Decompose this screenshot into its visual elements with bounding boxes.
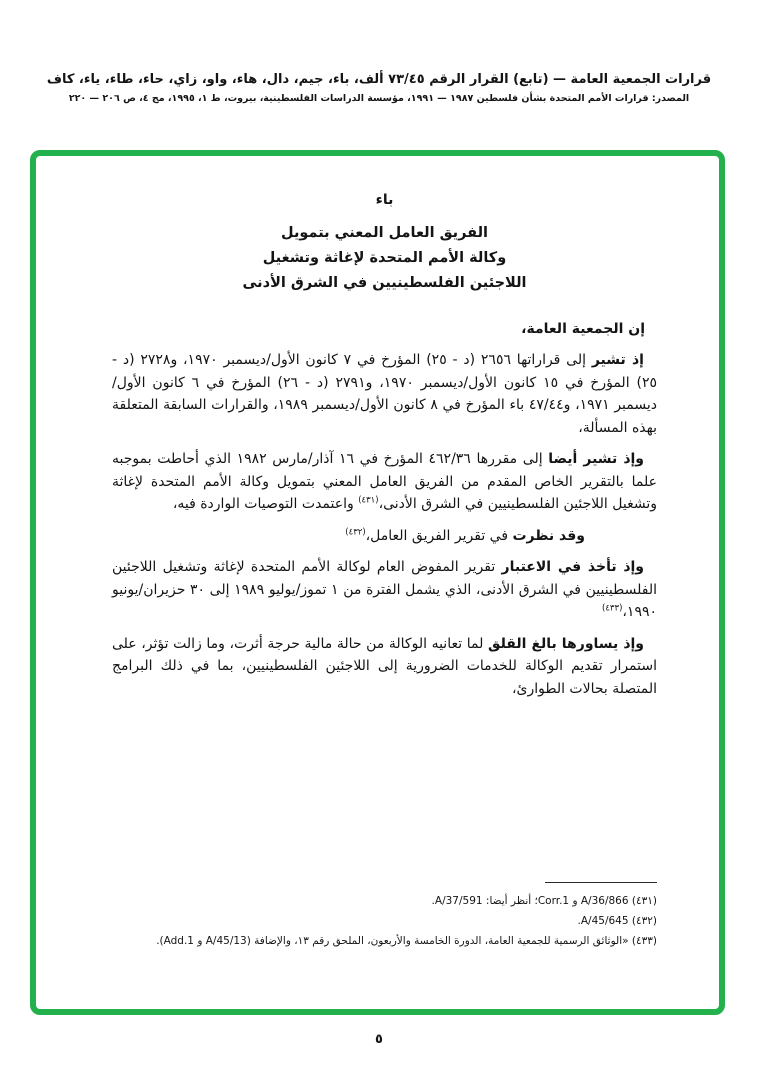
paragraph-lead: وقد نظرت bbox=[512, 527, 585, 544]
footnotes-section bbox=[112, 882, 657, 951]
page-header bbox=[0, 72, 758, 104]
document-title-line-3: اللاجئين الفلسطينيين في الشرق الأدنى bbox=[242, 275, 527, 291]
salutation: إن الجمعية العامة، bbox=[521, 321, 645, 337]
paragraph-text: إلى قراراتها ٢٦٥٦ (د - ٢٥) المؤرخ في ٧ كانون الأول/ديسمبر ١٩٧٠، و٢٧٢٨ (د - ٢٥) المؤرخ في ١٥ كانون الأول/ديسمبر ١٩٧٠، و٢٧٩١ (د - ٢٦) المؤرخ في ٦ كانون الأول/ديسمبر ١٩٧١، و٤٧/٤٤ باء المؤرخ في ٨ كانون الأول/ديسمبر ١٩٨٩، والقرارات السابقة المتعلقة بهذه المسألة، bbox=[112, 352, 657, 436]
paragraph-text: لما تعانيه الوكالة من حالة مالية حرجة أثرت، وما زالت تؤثر، على استمرار تقديم الوكالة للخدمات الضرورية إلى اللاجئين الفلسطينيين، بما في ذلك البرامج المتصلة بحالات الطوارئ، bbox=[112, 635, 657, 697]
footnote-item: (٤٣٣) «الوثائق الرسمية للجمعية العامة، الدورة الخامسة والأربعون، الملحق رقم ١٣، والإضافة (A/45/13 و Add.1). bbox=[156, 935, 657, 947]
paragraph-text: واعتمدت التوصيات الواردة فيه، bbox=[172, 496, 359, 512]
footnote-item: (٤٣٢) A/45/645. bbox=[577, 915, 657, 927]
document-title bbox=[112, 221, 657, 296]
document-body bbox=[36, 156, 719, 1009]
footnote-item: (٤٣١) A/36/866 و Corr.1؛ أنظر أيضا: A/37/591. bbox=[431, 895, 657, 907]
footnotes-separator bbox=[545, 882, 657, 883]
paragraph-text: إلى مقررها ٤٦٢/٣٦ المؤرخ في ١٦ آذار/مارس ١٩٨٢ الذي أحاطت بموجبه علما بالتقرير الخاص المقدم من الفريق العامل المعني بتمويل وكالة الأمم المتحدة لإغاثة وتشغيل اللاجئين الفلسطينيين في الشرق الأدنى، bbox=[112, 451, 657, 512]
paragraph bbox=[112, 525, 585, 548]
section-letter: باء bbox=[375, 192, 394, 208]
document-title-line-2: وكالة الأمم المتحدة لإغاثة وتشغيل bbox=[262, 250, 507, 266]
paragraph-lead: إذ تشير bbox=[591, 352, 644, 368]
paragraph bbox=[112, 448, 657, 516]
paragraph-text: تقرير المفوض العام لوكالة الأمم المتحدة لإغاثة وتشغيل اللاجئين الفلسطينيين في الشرق الأدنى، الذي يشمل الفترة من ١ تموز/يوليو ١٩٨٩ إلى ٣٠ حزيران/يونيو ١٩٩٠، bbox=[112, 559, 657, 620]
green-annotation-box bbox=[30, 150, 725, 1015]
paragraph-lead: وإذ يساورها بالغ القلق bbox=[487, 635, 644, 652]
header-source: المصدر: قرارات الأمم المتحدة بشأن فلسطين ١٩٨٧ — ١٩٩١، مؤسسة الدراسات الفلسطينية، بيروت، ط ١، ١٩٩٥، مج ٤، ص ٢٠٦ — ٢٢٠ bbox=[68, 93, 690, 104]
document-title-line-1: الفريق العامل المعني بتمويل bbox=[281, 225, 488, 241]
paragraph bbox=[112, 633, 657, 701]
footnote-reference: (٤٣١) bbox=[358, 495, 379, 506]
paragraph bbox=[112, 556, 657, 624]
header-title: قرارات الجمعية العامة — (تابع) القرار الرقم ٧٣/٤٥ ألف، باء، جيم، دال، هاء، واو، زاي، حاء، طاء، ياء، كاف bbox=[46, 72, 712, 87]
paragraph bbox=[112, 349, 657, 439]
paragraph-lead: وإذ تأخذ في الاعتبار bbox=[501, 559, 644, 575]
footnote-reference: (٤٣٣) bbox=[602, 603, 623, 614]
paragraph-text: في تقرير الفريق العامل، bbox=[365, 527, 513, 544]
page-number: ٥ bbox=[375, 1032, 383, 1047]
paragraph-lead: وإذ تشير أيضا bbox=[548, 451, 645, 467]
footnote-reference: (٤٣٢) bbox=[345, 526, 366, 537]
